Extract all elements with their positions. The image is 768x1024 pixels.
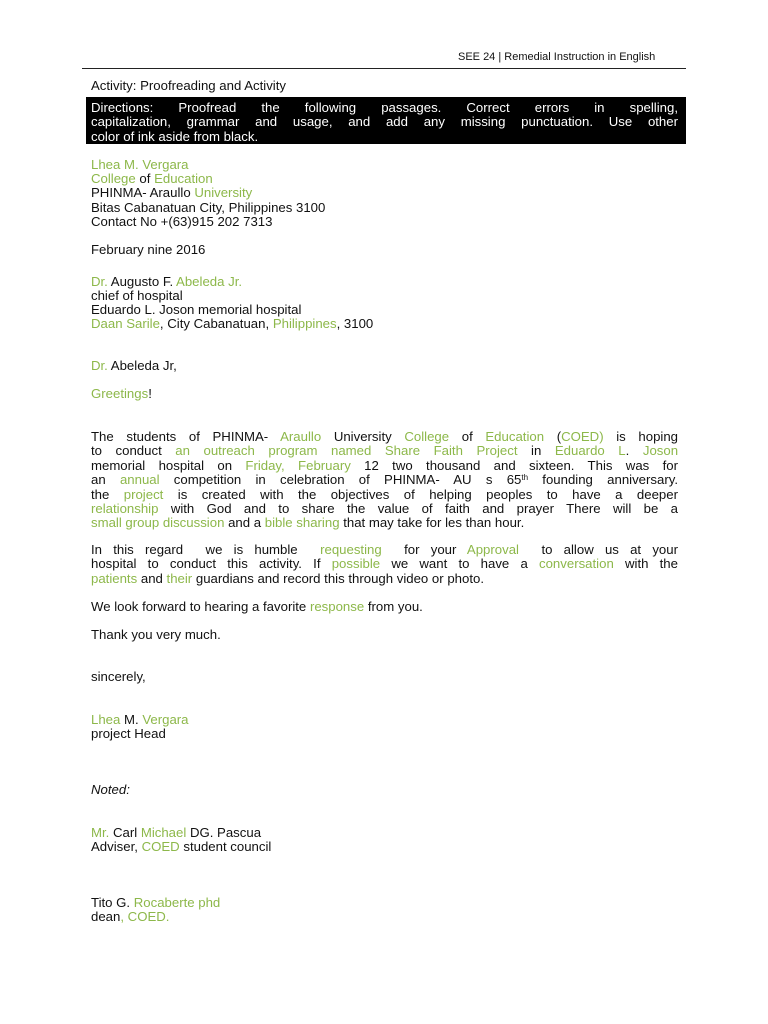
recipient-hospital: Eduardo L. Joson memorial hospital: [91, 302, 302, 317]
recipient-name: Dr. Augusto F. Abeleda Jr.: [91, 274, 243, 289]
sender-university: PHINMA- Araullo University: [91, 185, 253, 200]
adviser-name: Mr. Carl Michael DG. Pascua: [91, 825, 262, 840]
directions-line: color of ink aside from black.: [91, 128, 259, 144]
sender-address: Bitas Cabanatuan City, Philippines 3100: [91, 200, 326, 215]
paragraph-line: an annual competition in celebration of PHINMA- AU s 65th founding anniversary.: [91, 472, 678, 488]
activity-title: Proofreading and Activity: [140, 78, 286, 93]
dean-name: Tito G. Rocaberte phd: [91, 895, 221, 910]
signer-name: Lhea M. Vergara: [91, 712, 189, 727]
directions-line: capitalization, grammar and usage, and add any missing punctuation. Use other: [91, 114, 678, 130]
body-paragraph-1: [91, 430, 678, 531]
signer-title: project Head: [91, 726, 166, 741]
body-paragraph-3: We look forward to hearing a favorite response from you.: [91, 599, 423, 614]
paragraph-line: In this regard we is humble requesting for your Approval to allow us at your: [91, 542, 678, 557]
directions-line: Directions: Proofread the following passages. Correct errors in spelling,: [91, 100, 678, 115]
recipient-address: Daan Sarile, City Cabanatuan, Philippines, 3100: [91, 316, 374, 331]
recipient-title: chief of hospital: [91, 288, 183, 303]
salutation: Dr. Abeleda Jr,: [91, 358, 177, 373]
closing: sincerely,: [91, 669, 146, 684]
course-header: SEE 24 | Remedial Instruction in English: [458, 51, 656, 63]
greetings: Greetings!: [91, 386, 152, 401]
noted-label: Noted:: [91, 782, 130, 797]
header-rule: [82, 68, 686, 69]
sender-college: College of Education: [91, 171, 213, 186]
paragraph-line: The students of PHINMA- Araullo University College of Education (COED) is hoping: [91, 429, 679, 444]
body-paragraph-2: [91, 543, 678, 586]
letter-date: February nine 2016: [91, 242, 206, 257]
thanks-line: Thank you very much.: [91, 627, 221, 642]
directions-text: [91, 101, 678, 144]
paragraph-line: to conduct an outreach program named Share Faith Project in Eduardo L. Joson: [91, 443, 679, 459]
paragraph-line: memorial hospital on Friday, February 12 two thousand and sixteen. This was for: [91, 457, 678, 473]
paragraph-line: hospital to conduct this activity. If possible we want to have a conversation with the: [91, 556, 678, 572]
paragraph-line: relationship with God and to share the value of faith and prayer There will be a: [91, 501, 678, 517]
activity-heading: [91, 79, 286, 93]
paragraph-line: small group discussion and a bible sharing that may take for les than hour.: [91, 515, 525, 531]
paragraph-line: the project is created with the objectives of helping peoples to have a deeper: [91, 486, 678, 502]
paragraph-line: patients and their guardians and record this through video or photo.: [91, 570, 484, 586]
sender-name: Lhea M. Vergara: [91, 157, 189, 172]
sender-contact: Contact No +(63)915 202 7313: [91, 214, 273, 229]
activity-label: Activity:: [91, 78, 141, 93]
dean-title: dean, COED.: [91, 909, 170, 924]
adviser-title: Adviser, COED student council: [91, 839, 272, 854]
